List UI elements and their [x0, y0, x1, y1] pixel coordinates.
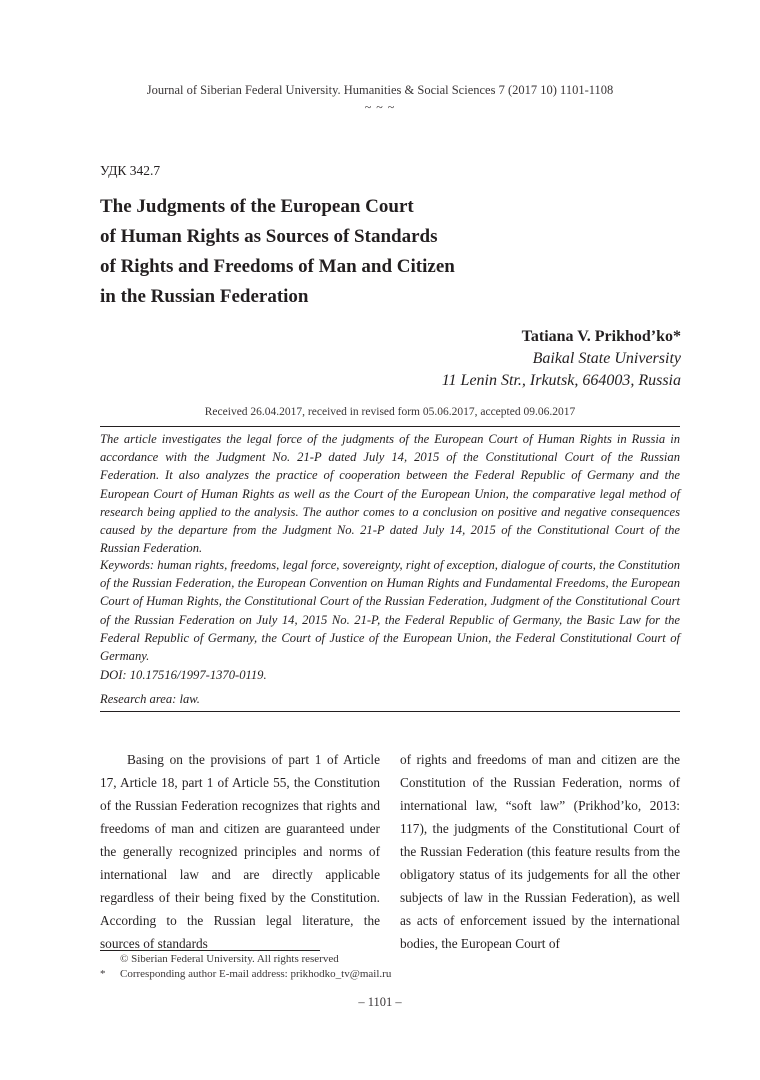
- doi: DOI: 10.17516/1997-1370-0119.: [100, 668, 267, 682]
- copyright-footnote: © Siberian Federal University. All rights reserved: [120, 953, 339, 965]
- author-address: 11 Lenin Str., Irkutsk, 664003, Russia: [441, 372, 681, 389]
- article-title: [100, 192, 520, 312]
- corresponding-author-email: Corresponding author E-mail address: prikhodko_tv@mail.ru: [120, 968, 392, 980]
- footnote-mark: *: [100, 968, 106, 980]
- abstract-bottom-rule: [100, 711, 680, 712]
- journal-header: Journal of Siberian Federal University. Humanities & Social Sciences 7 (2017 10) 1101-1108: [146, 83, 614, 97]
- title-line: in the Russian Federation: [100, 286, 309, 307]
- title-line: The Judgments of the European Court: [100, 196, 414, 217]
- author-block: [442, 326, 681, 392]
- udc-code: УДК 342.7: [100, 163, 161, 178]
- body-left-column: Basing on the provisions of part 1 of Article 17, Article 18, part 1 of Article 55, the Constitution of the Russian Federation recognizes that rights and freedoms of man and citizen are guaranteed under the generally recognized principles and norms of international law and are directly applicable regardless of their being fixed by the Constitution. According to the Russian legal literature, the sources of standards: [100, 752, 380, 951]
- author-name: Tatiana V. Prikhod’ko*: [521, 328, 681, 345]
- abstract-top-rule: [100, 426, 680, 427]
- author-affiliation: Baikal State University: [532, 350, 681, 367]
- keywords: Keywords: human rights, freedoms, legal force, sovereignty, right of exception, dialogue of courts, the Constitution of the Russian Federation, the European Convention on Human Rights and Fundamental Freedoms, the European Court of Human Rights, the Constitutional Court of the Russian Federation, Judgment of the Constitutional Court of the Russian Federation on July 14, 2015 No. 21-P, the Federal Republic of Germany, the Basic Law for the Federal Republic of Germany, the Court of Justice of the European Union, the Federal Constitutional Court of Germany.: [100, 558, 680, 664]
- received-dates: Received 26.04.2017, received in revised form 05.06.2017, accepted 09.06.2017: [204, 406, 576, 418]
- header-separator: ~ ~ ~: [364, 100, 396, 114]
- research-area: Research area: law.: [100, 692, 200, 706]
- body-right-column: of rights and freedoms of man and citizen are the Constitution of the Russian Federation, norms of international law, “soft law” (Prikhod’ko, 2013: 117), the judgments of the Constitutional Court of the Russian Federation (this feature results from the obligatory status of its judgements for all the other subjects of law in the Russian Federation), as well as acts of enforcement issued by the international bodies, the European Court of: [400, 752, 680, 951]
- footnote-rule: [100, 950, 320, 951]
- title-line: of Human Rights as Sources of Standards: [100, 226, 438, 247]
- abstract: The article investigates the legal force of the judgments of the European Court of Human Rights in Russia in accordance with the Judgment No. 21-P dated July 14, 2015 of the Constitutional Court of the Russian Federation. It also analyzes the practice of cooperation between the Federal Republic of Germany and the European Court of Human Rights as well as the Court of the European Union, the comparative legal method of research being applied to the analysis. The author comes to a conclusion on positive and negative consequences caused by the departure from the Judgment No. 21-P dated July 14, 2015 of the Constitutional Court of the Russian Federation.: [100, 432, 680, 556]
- title-line: of Rights and Freedoms of Man and Citizen: [100, 256, 455, 277]
- page-number: – 1101 –: [358, 995, 402, 1009]
- corresponding-footnote: [100, 968, 391, 980]
